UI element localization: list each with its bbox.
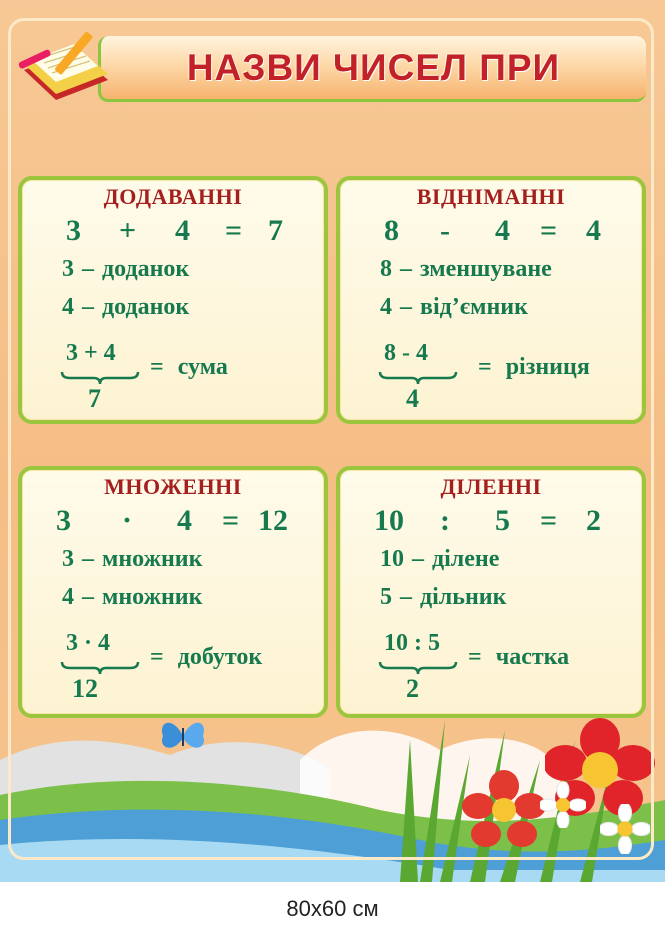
equation-eq: = xyxy=(540,214,558,247)
book-pencil-icon xyxy=(10,22,120,110)
equation-b: 4 xyxy=(495,214,510,247)
equation-r: 12 xyxy=(258,504,288,537)
result-eq: = xyxy=(478,354,492,380)
term-dash: – xyxy=(400,256,412,282)
term-term: ділене xyxy=(432,546,500,572)
term-num: 4 xyxy=(380,294,392,320)
result-eq: = xyxy=(150,354,164,380)
term-dash: – xyxy=(82,294,94,320)
equation-eq: = xyxy=(540,504,558,537)
term-num: 3 xyxy=(62,256,74,282)
equation-eq: = xyxy=(222,504,240,537)
term-term: від’ємник xyxy=(420,294,528,320)
term-row xyxy=(62,256,189,283)
result-name xyxy=(150,354,228,381)
equation-r: 4 xyxy=(586,214,601,247)
result-name xyxy=(150,644,262,671)
term-row xyxy=(380,546,499,573)
equation-a: 3 xyxy=(66,214,81,247)
card-heading: ДІЛЕННІ xyxy=(440,474,542,499)
equation-eq: = xyxy=(225,214,243,247)
equation-b: 4 xyxy=(177,504,192,537)
term-dash: – xyxy=(82,546,94,572)
result-name: сума xyxy=(177,354,228,380)
poster-frame xyxy=(8,18,654,860)
page-title: НАЗВИ ЧИСЕЛ ПРИ xyxy=(186,46,561,88)
fraction-top: 3 + 4 xyxy=(66,340,116,366)
term-term: дільник xyxy=(420,584,507,610)
term-term: доданок xyxy=(102,294,190,320)
equation-op: : xyxy=(440,504,450,537)
term-row xyxy=(380,584,506,611)
term-row xyxy=(62,294,189,321)
card-subtraction xyxy=(336,176,646,424)
card-multiplication xyxy=(18,466,328,718)
result-name xyxy=(478,354,590,381)
fraction-bottom: 2 xyxy=(406,674,419,703)
term-term: доданок xyxy=(102,256,190,282)
term-dash: – xyxy=(400,584,412,610)
card-heading: ДОДАВАННІ xyxy=(103,184,243,209)
result-eq: = xyxy=(468,644,482,670)
term-row xyxy=(62,546,202,573)
card-heading: МНОЖЕННІ xyxy=(104,474,242,499)
equation-a: 10 xyxy=(374,504,404,537)
term-num: 4 xyxy=(62,294,74,320)
equation-b: 4 xyxy=(175,214,190,247)
title-banner xyxy=(98,36,646,102)
term-num: 4 xyxy=(62,584,74,610)
term-num: 10 xyxy=(380,546,404,572)
fraction-top: 10 : 5 xyxy=(384,630,440,656)
equation-op: · xyxy=(122,504,133,537)
term-term: множник xyxy=(102,546,203,572)
equation-op: + xyxy=(119,214,137,247)
term-term: зменшуване xyxy=(420,256,552,282)
fraction-top: 3 · 4 xyxy=(66,630,111,656)
term-term: множник xyxy=(102,584,203,610)
fraction-top: 8 - 4 xyxy=(384,340,428,366)
equation-a: 8 xyxy=(384,214,399,247)
equation-a: 3 xyxy=(56,504,71,537)
term-dash: – xyxy=(82,256,94,282)
term-num: 3 xyxy=(62,546,74,572)
result-name: частка xyxy=(495,644,570,670)
equation-r: 2 xyxy=(586,504,601,537)
fraction-bottom: 4 xyxy=(406,384,419,413)
term-num: 5 xyxy=(380,584,392,610)
card-division xyxy=(336,466,646,718)
term-row xyxy=(380,294,528,321)
result-name: добуток xyxy=(177,644,263,670)
term-dash: – xyxy=(400,294,412,320)
equation-b: 5 xyxy=(495,504,510,537)
term-row xyxy=(380,256,552,283)
size-caption: 80х60 см xyxy=(286,896,379,921)
equation-op: - xyxy=(440,214,450,247)
term-dash: – xyxy=(412,546,424,572)
term-num: 8 xyxy=(380,256,392,282)
fraction-bottom: 7 xyxy=(88,384,101,413)
fraction-bottom: 12 xyxy=(72,674,98,703)
term-row xyxy=(62,584,202,611)
card-heading: ВІДНІМАННІ xyxy=(416,184,566,209)
equation-r: 7 xyxy=(268,214,283,247)
card-addition xyxy=(18,176,328,424)
result-eq: = xyxy=(150,644,164,670)
term-dash: – xyxy=(82,584,94,610)
result-name: різниця xyxy=(505,354,590,380)
result-name xyxy=(468,644,569,671)
